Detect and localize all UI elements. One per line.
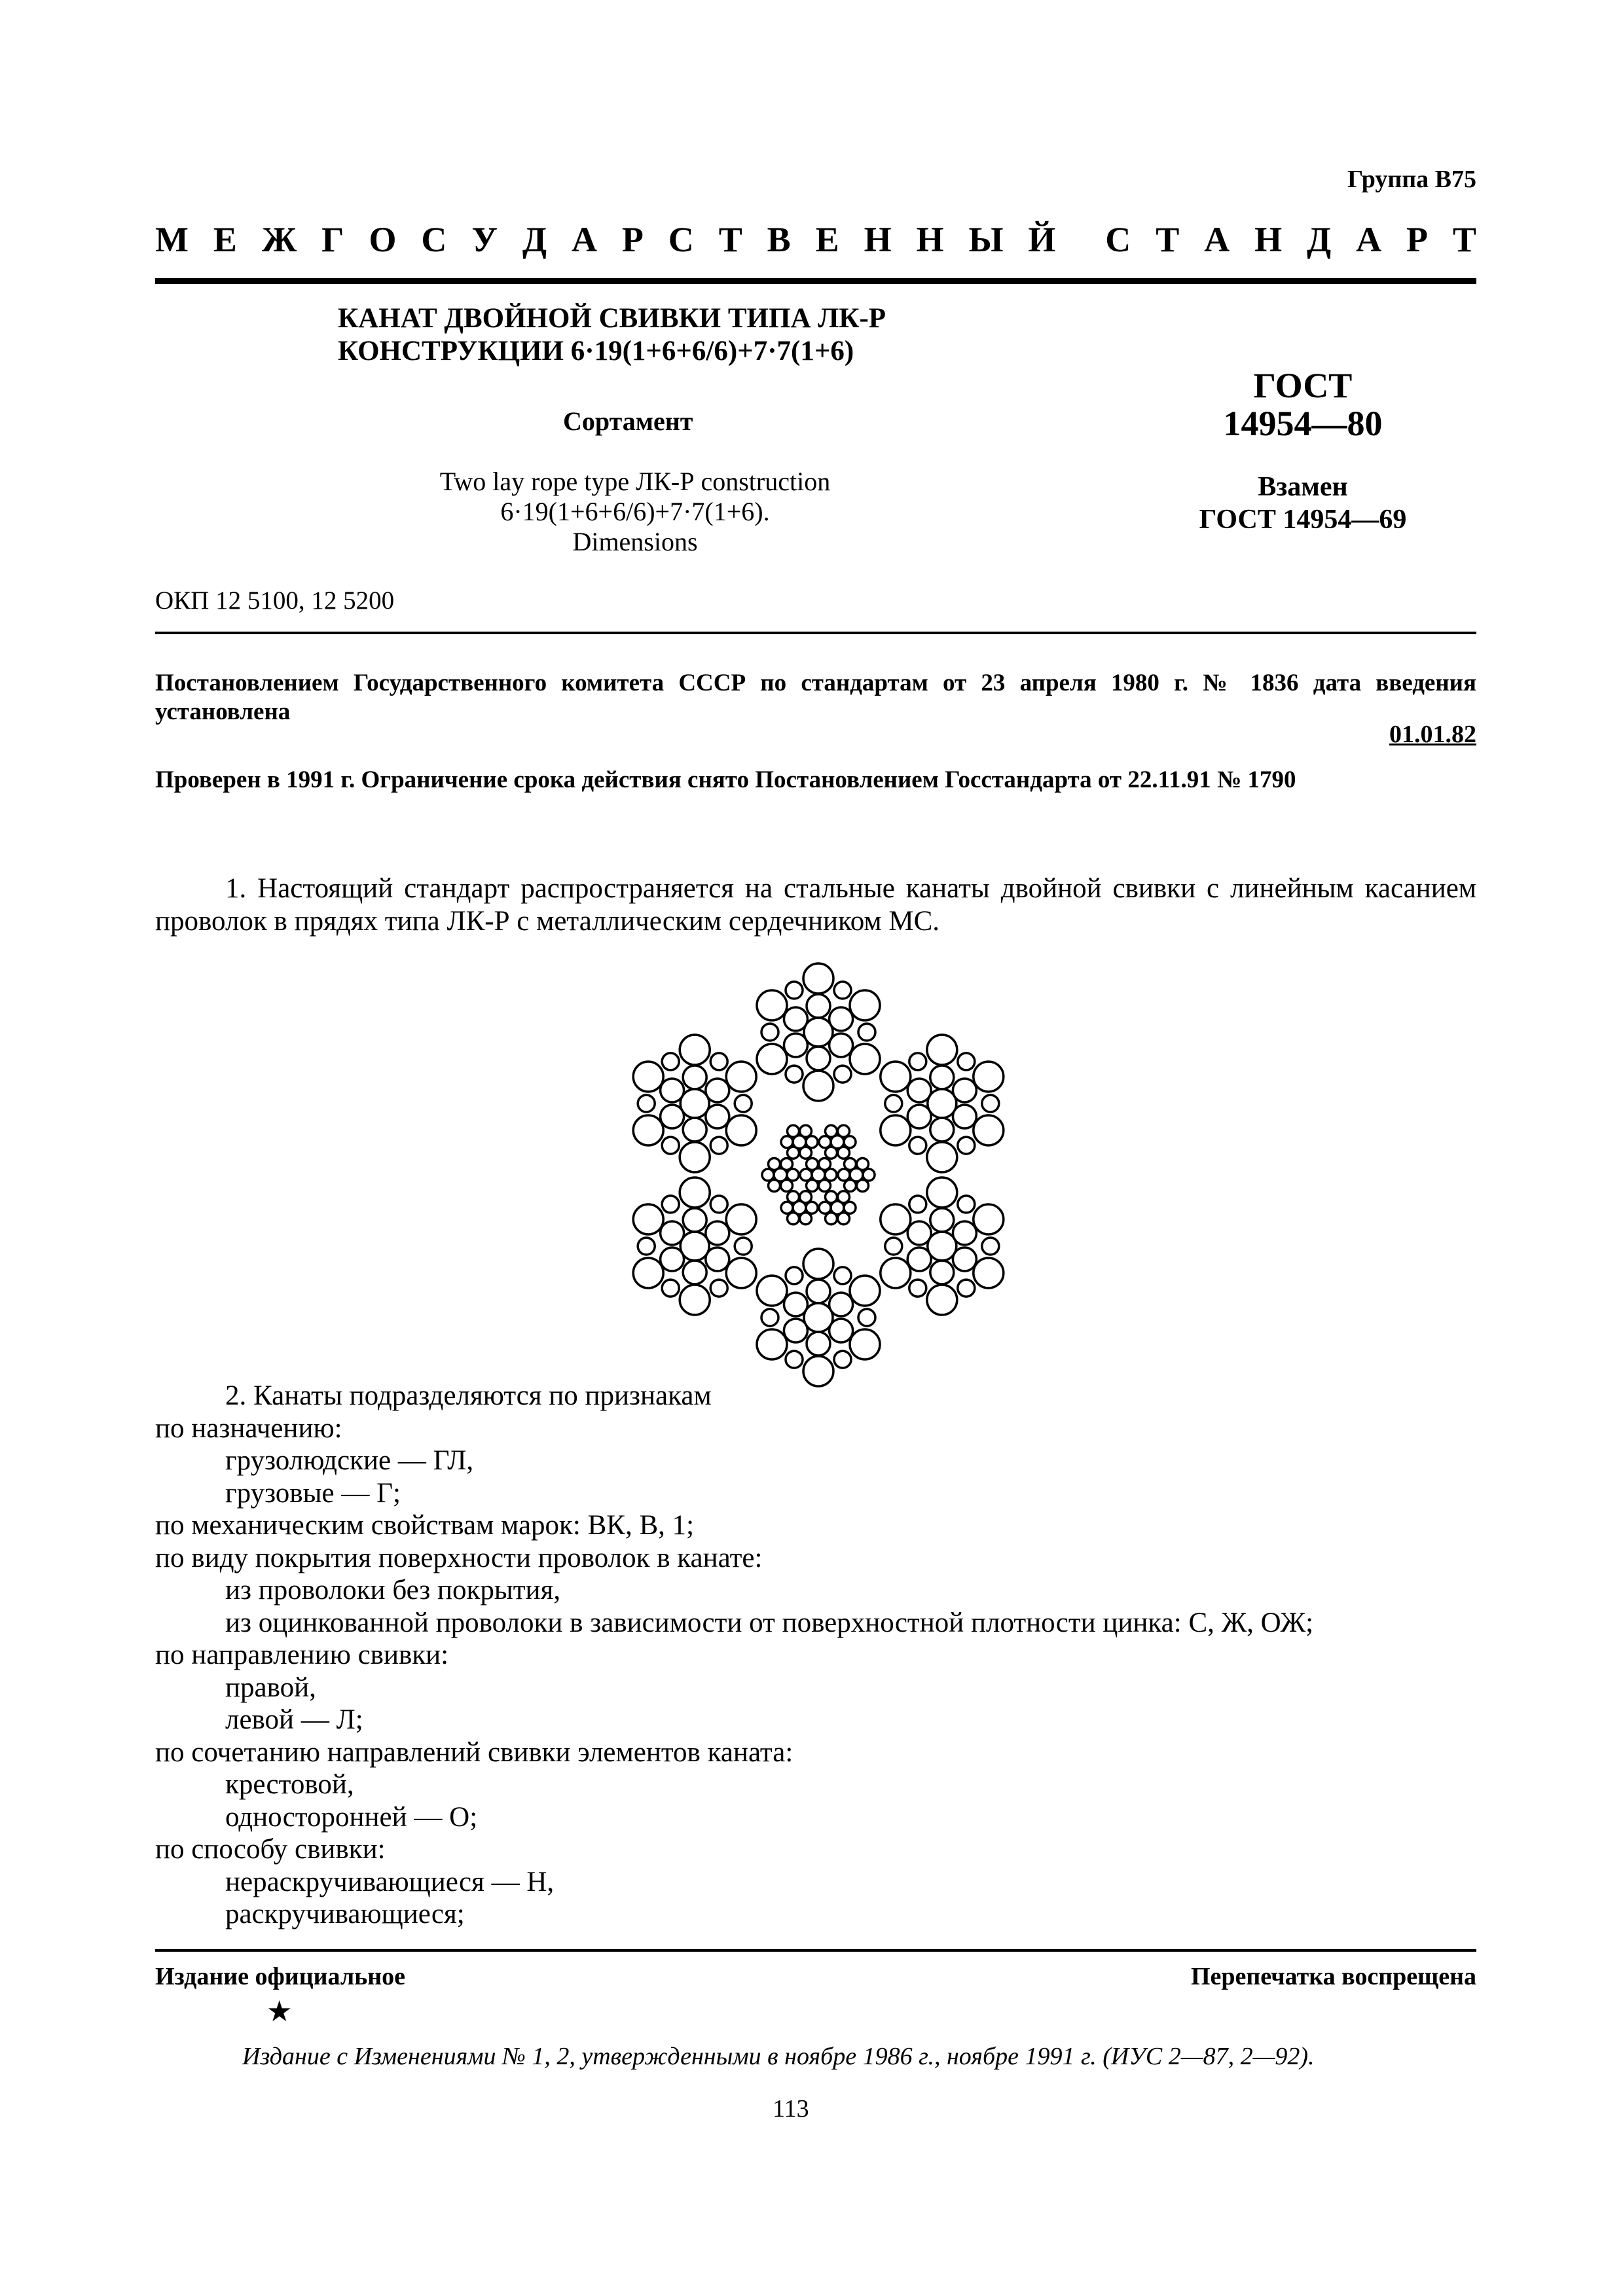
- classification-line: по назначению:: [155, 1412, 342, 1444]
- wire-circle: [761, 1024, 778, 1041]
- wire-circle: [661, 1247, 684, 1271]
- wire-circle: [683, 1208, 706, 1232]
- banner-letter: А: [1204, 220, 1230, 259]
- wire-circle: [680, 1177, 710, 1208]
- classification-line: из проволоки без покрытия,: [225, 1575, 561, 1605]
- wire-circle: [757, 1044, 787, 1074]
- wire-circle: [885, 1095, 902, 1112]
- wire-circle: [974, 1115, 1004, 1145]
- decree-text: Постановлением Государственного комитета СССР по стандартам от 23 апреля 1980 г. № 1836 дата введения установлена: [155, 670, 1476, 725]
- checked-note: Проверен в 1991 г. Ограничение срока действия снято Постановлением Госстандарта от 22.11.91 № 1790: [155, 766, 1296, 793]
- wire-circle: [710, 1196, 727, 1213]
- wire-circle: [807, 994, 830, 1018]
- wire-circle: [633, 1062, 663, 1092]
- wire-circle: [907, 1247, 931, 1271]
- core-wire-circle: [857, 1158, 869, 1170]
- banner-letter: Е: [815, 220, 839, 259]
- wire-circle: [662, 1196, 679, 1213]
- wire-circle: [680, 1035, 710, 1065]
- wire-circle: [710, 1053, 727, 1070]
- banner-letter: У: [471, 220, 498, 259]
- classification-line: правой,: [225, 1672, 316, 1703]
- english-title-3: Dimensions: [572, 527, 698, 556]
- wire-circle: [927, 1177, 957, 1208]
- banner-letter: Ы: [968, 220, 1004, 259]
- classification-line: по виду покрытия поверхности проволок в канате:: [155, 1542, 763, 1573]
- subtitle: Сортамент: [563, 406, 693, 436]
- wire-circle: [907, 1079, 931, 1102]
- wire-circle: [830, 1319, 853, 1342]
- okp-code: ОКП 12 5100, 12 5200: [155, 586, 395, 615]
- wire-circle: [834, 1066, 851, 1083]
- wire-circle: [706, 1247, 729, 1271]
- wire-circle: [909, 1053, 926, 1070]
- wire-circle: [834, 982, 851, 999]
- core-wire-circle: [800, 1213, 812, 1225]
- wire-circle: [680, 1285, 710, 1315]
- official-edition-label: Издание официальное: [155, 1963, 406, 1990]
- replaces-number: ГОСТ 14954—69: [1199, 505, 1407, 535]
- core-wire-circle: [807, 1158, 818, 1170]
- wire-circle: [953, 1105, 976, 1128]
- wire-circle: [633, 1204, 663, 1234]
- classification-line: 2. Канаты подразделяются по признакам: [225, 1380, 712, 1411]
- interstate-standard-banner: [155, 219, 1476, 260]
- core-wire-circle: [826, 1191, 837, 1203]
- english-title-2: 6·19(1+6+6/6)+7·7(1+6).: [500, 497, 770, 526]
- wire-circle: [735, 1238, 752, 1255]
- banner-letter: В: [767, 220, 791, 259]
- banner-letter: О: [369, 220, 397, 259]
- banner-letter: Н: [1254, 220, 1283, 259]
- wire-circle: [662, 1053, 679, 1070]
- wire-circle: [958, 1280, 975, 1297]
- page-number: 113: [773, 2095, 809, 2123]
- wire-circle: [909, 1196, 926, 1213]
- classification-line: раскручивающиеся;: [225, 1899, 465, 1929]
- wire-circle: [661, 1079, 684, 1102]
- rope-cross-section-figure: [596, 959, 1041, 1391]
- core-wire-circle: [844, 1202, 856, 1213]
- title-line-2: КОНСТРУКЦИИ 6·19(1+6+6/6)+7·7(1+6): [338, 336, 854, 367]
- wire-circle: [858, 1024, 875, 1041]
- wire-circle: [807, 1332, 830, 1355]
- wire-circle: [909, 1137, 926, 1154]
- banner-letter: Р: [1406, 220, 1428, 259]
- wire-circle: [784, 1033, 807, 1057]
- wire-circle: [683, 1261, 706, 1284]
- wire-circle: [761, 1309, 778, 1326]
- wire-circle: [930, 1066, 954, 1089]
- wire-circle: [803, 1249, 833, 1279]
- wire-circle: [706, 1221, 729, 1245]
- wire-circle: [735, 1095, 752, 1112]
- banner-letter: Н: [916, 220, 944, 259]
- core-wire-circle: [857, 1180, 869, 1192]
- wire-circle: [907, 1105, 931, 1128]
- classification-line: грузовые — Г;: [225, 1477, 401, 1509]
- wire-circle: [662, 1280, 679, 1297]
- classification-line: из оцинкованной проволоки в зависимости от поверхностной плотности цинка: С, Ж, ОЖ;: [225, 1607, 1314, 1638]
- footer-rule: [155, 1949, 1476, 1952]
- wire-circle: [958, 1053, 975, 1070]
- wire-circle: [909, 1280, 926, 1297]
- core-wire-circle: [826, 1125, 837, 1137]
- introduction-date: 01.01.82: [1389, 721, 1476, 748]
- wire-circle: [881, 1204, 911, 1234]
- core-wire-circle: [819, 1158, 831, 1170]
- wire-circle: [786, 1267, 803, 1284]
- wire-circle: [907, 1221, 931, 1245]
- wire-circle: [830, 1293, 853, 1316]
- banner-letter: М: [155, 220, 189, 259]
- core-wire-circle: [769, 1158, 780, 1170]
- classification-line: по механическим свойствам марок: ВК, В, 1;: [155, 1510, 695, 1541]
- wire-circle: [881, 1115, 911, 1145]
- core-wire-circle: [788, 1191, 799, 1203]
- wire-circle: [784, 1007, 807, 1031]
- wire-circle: [757, 990, 787, 1020]
- banner-letter: Т: [1156, 220, 1180, 259]
- banner-letter: Й: [1028, 220, 1056, 259]
- wire-circle: [757, 1329, 787, 1359]
- wire-circle: [683, 1066, 706, 1089]
- wire-circle: [885, 1238, 902, 1255]
- core-wire-circle: [769, 1180, 780, 1192]
- wire-circle: [974, 1204, 1004, 1234]
- classification-line: односторонней — О;: [225, 1801, 478, 1833]
- wire-circle: [858, 1309, 875, 1326]
- group-code: Группа В75: [1347, 166, 1476, 193]
- wire-circle: [757, 1276, 787, 1306]
- wire-circle: [726, 1258, 756, 1288]
- wire-circle: [974, 1258, 1004, 1288]
- wire-circle: [786, 1066, 803, 1083]
- section-rule: [155, 632, 1476, 634]
- banner-letter: С: [668, 220, 694, 259]
- wire-circle: [930, 1208, 954, 1232]
- wire-circle: [683, 1118, 706, 1141]
- banner-letter: С: [421, 220, 447, 259]
- banner-letter: Д: [522, 220, 547, 259]
- wire-circle: [710, 1280, 727, 1297]
- wire-circle: [784, 1319, 807, 1342]
- classification-line: левой — Л;: [225, 1704, 363, 1735]
- classification-line: по направлению свивки:: [155, 1640, 449, 1670]
- banner-letter: С: [1105, 220, 1131, 259]
- classification-line: нераскручивающиеся — Н,: [225, 1866, 555, 1897]
- wire-circle: [834, 1351, 851, 1368]
- core-wire-circle: [800, 1147, 812, 1158]
- wire-circle: [850, 990, 880, 1020]
- classification-line: по способу свивки:: [155, 1834, 386, 1865]
- wire-circle: [850, 1329, 880, 1359]
- banner-letter: Н: [864, 220, 892, 259]
- paragraph-1: 1. Настоящий стандарт распространяется на стальные канаты двойной свивки с линейным касанием проволок в прядях типа ЛК-Р с металлическим сердечником МС.: [155, 873, 1476, 937]
- wire-circle: [633, 1258, 663, 1288]
- wire-circle: [881, 1258, 911, 1288]
- wire-circle: [680, 1142, 710, 1172]
- wire-circle: [930, 1118, 954, 1141]
- wire-circle: [830, 1033, 853, 1057]
- banner-letter: Р: [621, 220, 644, 259]
- star-icon: ★: [266, 1996, 293, 2028]
- wire-circle: [803, 963, 833, 994]
- wire-circle: [958, 1196, 975, 1213]
- wire-circle: [807, 1280, 830, 1303]
- wire-circle: [803, 1071, 833, 1101]
- wire-circle: [930, 1261, 954, 1284]
- wire-circle: [927, 1142, 957, 1172]
- reprint-prohibited-label: Перепечатка воспрещена: [1190, 1963, 1476, 1990]
- wire-circle: [927, 1035, 957, 1065]
- title-line-1: КАНАТ ДВОЙНОЙ СВИВКИ ТИПА ЛК-Р: [338, 303, 886, 334]
- wire-circle: [726, 1062, 756, 1092]
- edition-note: Издание с Изменениями № 1, 2, утвержденными в ноябре 1986 г., ноябре 1991 г. (ИУС 2—87, 2—92).: [242, 2043, 1315, 2070]
- banner-letter: А: [1356, 220, 1382, 259]
- banner-letter: Е: [213, 220, 237, 259]
- banner-letter: Г: [321, 220, 344, 259]
- wire-circle: [807, 1047, 830, 1070]
- english-title-1: Two lay rope type ЛК-Р construction: [439, 467, 831, 496]
- classification-line: крестовой,: [225, 1769, 354, 1800]
- banner-letter: Т: [718, 220, 742, 259]
- wire-circle: [726, 1204, 756, 1234]
- wire-circle: [662, 1137, 679, 1154]
- wire-circle: [786, 1351, 803, 1368]
- wire-circle: [953, 1079, 976, 1102]
- gost-number: 14954—80: [1223, 404, 1383, 443]
- core-wire-circle: [845, 1158, 856, 1170]
- banner-letter: А: [571, 220, 597, 259]
- wire-circle: [834, 1267, 851, 1284]
- core-wire-circle: [819, 1180, 831, 1192]
- wire-circle: [706, 1105, 729, 1128]
- wire-circle: [803, 1356, 833, 1386]
- wire-circle: [953, 1247, 976, 1271]
- wire-circle: [784, 1293, 807, 1316]
- wire-circle: [974, 1062, 1004, 1092]
- replaces-label: Взамен: [1258, 472, 1348, 502]
- wire-circle: [661, 1221, 684, 1245]
- wire-circle: [850, 1276, 880, 1306]
- wire-circle: [726, 1115, 756, 1145]
- wire-circle: [830, 1007, 853, 1031]
- wire-circle: [982, 1238, 999, 1255]
- wire-circle: [982, 1095, 999, 1112]
- wire-circle: [638, 1238, 655, 1255]
- wire-circle: [661, 1105, 684, 1128]
- wire-circle: [850, 1044, 880, 1074]
- classification-line: по сочетанию направлений свивки элементов каната:: [155, 1736, 793, 1768]
- core-wire-circle: [781, 1180, 793, 1192]
- wire-circle: [633, 1115, 663, 1145]
- classification-line: грузолюдские — ГЛ,: [225, 1445, 474, 1476]
- gost-label: ГОСТ: [1253, 366, 1353, 405]
- wire-circle: [953, 1221, 976, 1245]
- core-wire-circle: [838, 1147, 850, 1158]
- wire-circle: [958, 1137, 975, 1154]
- wire-circle: [881, 1062, 911, 1092]
- banner-letter: Д: [1307, 220, 1332, 259]
- core-wire-circle: [781, 1136, 793, 1148]
- banner-letter: Т: [1452, 220, 1476, 259]
- banner-rule: [155, 278, 1476, 284]
- banner-letter: Ж: [261, 220, 297, 259]
- wire-circle: [927, 1285, 957, 1315]
- wire-circle: [786, 982, 803, 999]
- wire-circle: [710, 1137, 727, 1154]
- wire-circle: [638, 1095, 655, 1112]
- wire-circle: [706, 1079, 729, 1102]
